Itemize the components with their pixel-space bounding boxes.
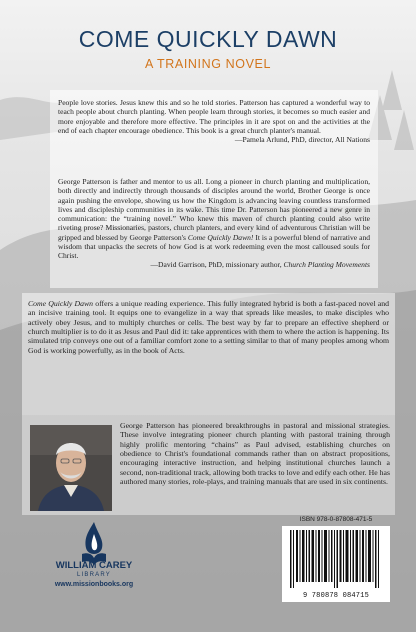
endorsement-attribution: —Pamela Arlund, PhD, director, All Nations [234,135,370,144]
book-description [28,299,389,355]
description-title-italic: Come Quickly Dawn [28,299,94,308]
description-text: offers a unique reading experience. This fully integrated hybrid is both a fast-paced novel and an incisive training tool. It equips one to evangelize in a way that spreads like measles, to make disciples who actively obey Jesus, and to multiply churches or cells. The best way by far to prepare an effective shepherd or church multiplier is to do it as Jesus and Paul did it: take apprentices with them to where the action is happening. Its simulated trip conveys one out of a familiar comfort zone to a setting similar to that of many peoples among whom God is working powerfully, as in the book of Acts. [28,299,389,355]
author-portrait-image [30,425,112,511]
endorsement-text [58,177,370,260]
barcode-bars [282,526,390,590]
endorsement-arlund [58,98,370,144]
author-bio: George Patterson has pioneered breakthroughs in pastoral and missional strategies. These involve integrating pioneer church planting with pastoral training through highly prolific mentoring “chains” as Paul advised, establishing churches on obedience to Christ's foundational commands rather than on abstract propositions, encouraging interactive instruction, and helping institutional churches launch a second, non-traditional track, allowing both tracks to love and edify each other. He has authored many stories, role-plays, and training manuals that are used in six continents. [120,421,390,487]
endorsement-attribution [58,260,370,269]
publisher-website[interactable]: www.missionbooks.org [54,581,134,588]
endorsement-text-part: It is a powerful blend of narrative and wisdom that unpacks the secrets of how God is at work redeeming even the most calloused souls for Christ. [58,232,370,260]
barcode-number: 9 780878 084715 [302,592,369,600]
book-title-italic: Come Quickly Dawn! [187,232,254,242]
attribution-book-title: Church Planting Movements [283,260,370,270]
book-subtitle: A TRAINING NOVEL [144,57,272,71]
endorsement-garrison [58,177,370,270]
barcode-icon [282,526,390,602]
book-title: COME QUICKLY DAWN [78,26,338,52]
publisher-name: WILLIAM CAREY [55,560,133,571]
publisher-imprint: LIBRARY [77,572,111,578]
isbn-label: ISBN 978-0-87808-471-5 [299,516,373,523]
endorsement-text-part: George Patterson is father and mentor to us all. Long a pioneer in church planting and multiplication, both directly and indirectly through thousands of disciples around the world, Brother George is once again pushing the envelope, showing us how the Kingdom is advancing leaving countless transformed lives and discipleship communities in its wake. This time Dr. Patterson has pioneered a new genre in communication: the “training novel.” Who knew this maven of church planting could also write riveting prose? Missionaries, pastors, church planters, and every kind of adventurous Christian will be gripped and blessed by George Patterson's [58,177,370,242]
endorsement-text: People love stories. Jesus knew this and so he told stories. Patterson has captured a wonderful way to teach people about church planting. When people learn through stories, it becomes so much easier and more enjoyable and therefore more effective. The principles in it are spot on and the activities at the end of each chapter encourage obedience. This book is a great church planter's manual. [58,98,370,135]
attribution-prefix: —David Garrison, PhD, missionary author, [150,260,284,270]
author-photo [30,425,112,511]
